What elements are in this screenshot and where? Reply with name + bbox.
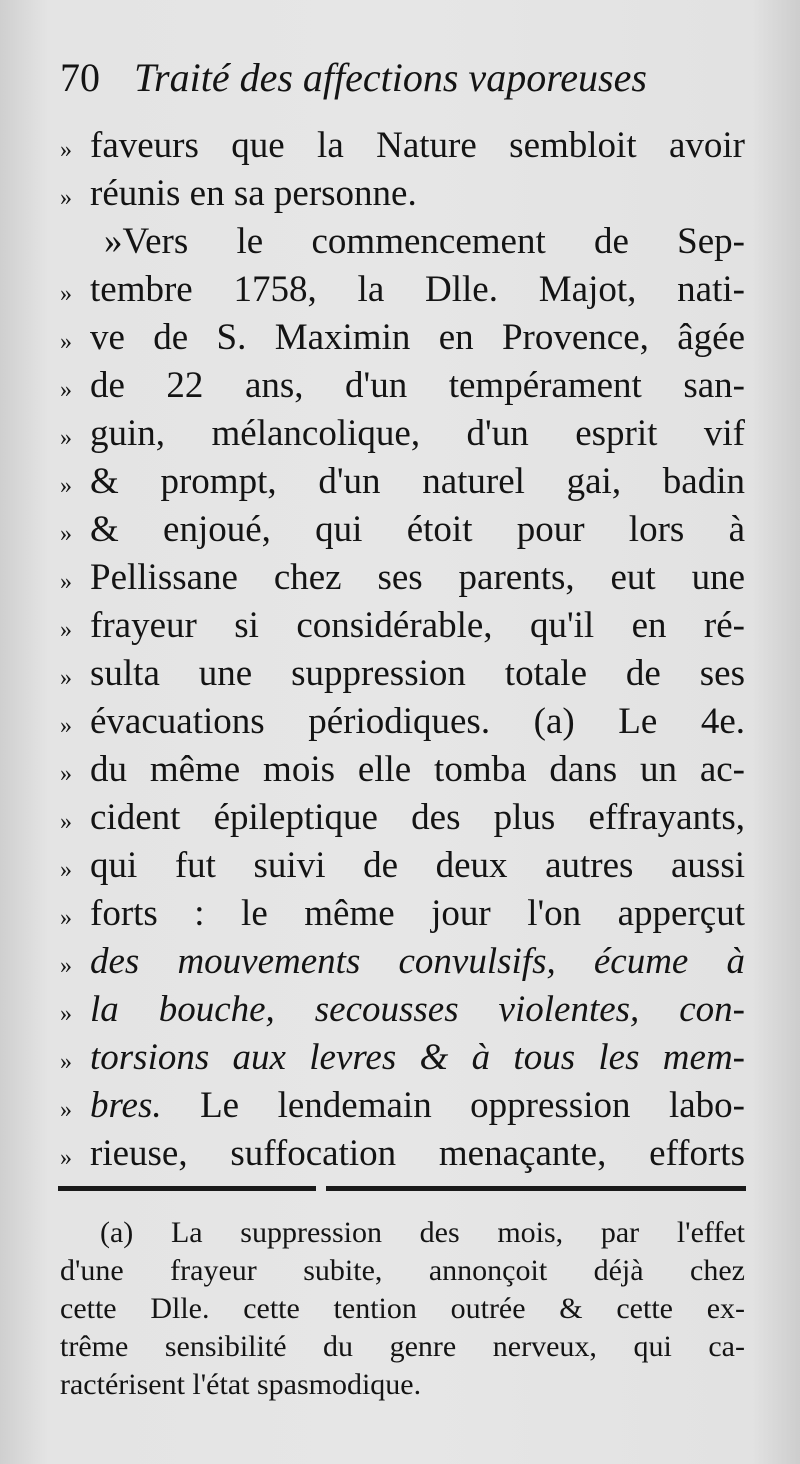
text-line	[60, 554, 745, 602]
quote-mark: »	[60, 1001, 70, 1027]
line-text-mixed	[90, 1082, 745, 1130]
line-text-italic: la bouche, secousses violentes, con-	[90, 989, 745, 1030]
quote-mark: »	[60, 521, 70, 547]
quote-mark: »	[60, 905, 70, 931]
footnote-line: (a) La suppression des mois, par l'effet	[100, 1216, 745, 1249]
text-line	[60, 698, 745, 746]
line-text: & prompt, d'un naturel gai, badin	[90, 461, 745, 502]
quote-mark: »	[60, 713, 70, 739]
text-line	[60, 986, 745, 1034]
line-text: Pellissane chez ses parents, eut une	[90, 557, 745, 598]
footnote	[60, 1214, 745, 1404]
line-text: ve de S. Maximin en Provence, âgée	[90, 317, 745, 358]
text-line	[60, 842, 745, 890]
line-text: guin, mélancolique, d'un esprit vif	[90, 413, 745, 454]
line-text: rieuse, suffocation menaçante, efforts	[90, 1133, 745, 1174]
footnote-line: trême sensibilité du genre nerveux, qui ca-	[60, 1330, 745, 1363]
line-text: réunis en sa personne.	[90, 173, 417, 214]
quote-mark: »	[60, 281, 70, 307]
line-text: frayeur si considérable, qu'il en ré-	[90, 605, 745, 646]
separator-rule-left	[58, 1186, 316, 1191]
line-text: »Vers le commencement de Sep-	[104, 221, 745, 262]
quote-mark: »	[60, 1049, 70, 1075]
running-title: Traité des affections vaporeuses	[134, 55, 647, 100]
text-line	[60, 746, 745, 794]
quote-mark: »	[60, 137, 70, 163]
text-line	[60, 938, 745, 986]
running-header	[60, 52, 750, 104]
text-line	[60, 890, 745, 938]
quote-mark: »	[60, 953, 70, 979]
line-text: évacuations périodiques. (a) Le 4e.	[90, 701, 745, 742]
footnote-line: d'une frayeur subite, annonçoit déjà chez	[60, 1254, 745, 1287]
quote-mark: »	[60, 1097, 70, 1123]
text-line	[60, 602, 745, 650]
footnote-line: ractérisent l'état spasmodique.	[60, 1368, 422, 1401]
text-line	[60, 410, 745, 458]
text-line	[60, 506, 745, 554]
quote-mark: »	[60, 569, 70, 595]
text-line	[60, 362, 745, 410]
quote-mark: »	[60, 185, 70, 211]
text-line	[60, 1034, 745, 1082]
page-number: 70	[60, 55, 100, 100]
quote-mark: »	[60, 1145, 70, 1171]
line-text-italic: des mouvements convulsifs, écume à	[90, 941, 745, 982]
line-text: Le lendemain oppression labo-	[161, 1085, 745, 1126]
quote-mark: »	[60, 857, 70, 883]
quote-mark: »	[60, 617, 70, 643]
text-line	[60, 650, 745, 698]
line-text: de 22 ans, d'un tempérament san-	[90, 365, 745, 406]
line-text-italic: torsions aux levres & à tous les mem-	[90, 1037, 745, 1078]
text-line	[60, 218, 745, 266]
line-text: du même mois elle tomba dans un ac-	[90, 749, 745, 790]
quote-mark: »	[60, 425, 70, 451]
quote-mark: »	[60, 473, 70, 499]
line-text: & enjoué, qui étoit pour lors à	[90, 509, 745, 550]
line-text: qui fut suivi de deux autres aussi	[90, 845, 745, 886]
text-line	[60, 266, 745, 314]
italic-word: bres.	[90, 1085, 162, 1126]
text-line	[60, 794, 745, 842]
text-line	[60, 122, 745, 170]
text-line	[60, 1130, 745, 1178]
text-line	[60, 458, 745, 506]
quote-mark: »	[60, 329, 70, 355]
line-text: faveurs que la Nature sembloit avoir	[90, 125, 745, 166]
separator-rule-right	[326, 1186, 746, 1191]
line-text: sulta une suppression totale de ses	[90, 653, 745, 694]
footnote-line: cette Dlle. cette tention outrée & cette ex-	[60, 1292, 745, 1325]
text-line	[60, 1082, 745, 1130]
quote-mark: »	[60, 761, 70, 787]
line-text: cident épileptique des plus effrayants,	[90, 797, 745, 838]
text-line	[60, 170, 745, 218]
line-text: tembre 1758, la Dlle. Majot, nati-	[90, 269, 745, 310]
text-line	[60, 314, 745, 362]
quote-mark: »	[60, 377, 70, 403]
quote-mark: »	[60, 809, 70, 835]
body-text	[60, 122, 745, 1178]
quote-mark: »	[60, 665, 70, 691]
line-text: forts : le même jour l'on apperçut	[90, 893, 745, 934]
footnote-separator	[58, 1186, 748, 1194]
